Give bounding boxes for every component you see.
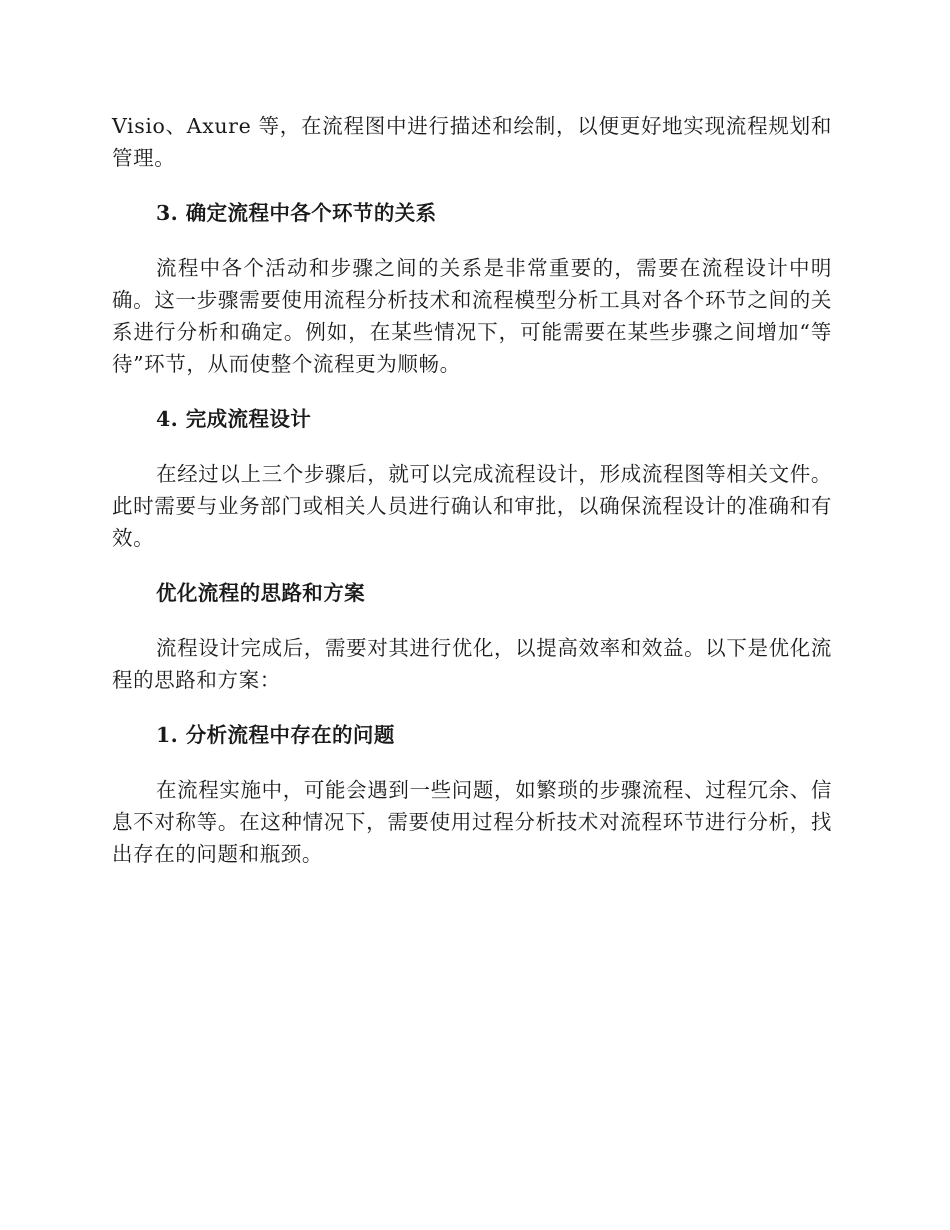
paragraph-visio-axure: Visio、Axure 等，在流程图中进行描述和绘制，以便更好地实现流程规划和管理。	[112, 114, 832, 170]
heading-step-3: 3. 确定流程中各个环节的关系	[156, 201, 437, 225]
paragraph-optimization-intro: 流程设计完成后，需要对其进行优化，以提高效率和效益。以下是优化流程的思路和方案：	[112, 636, 832, 692]
heading-optimization: 优化流程的思路和方案	[156, 581, 365, 605]
document-page	[112, 110, 832, 870]
paragraph-complete-design: 在经过以上三个步骤后，就可以完成流程设计，形成流程图等相关文件。此时需要与业务部门或相关人员进行确认和审批，以确保流程设计的准确和有效。	[112, 462, 832, 550]
paragraph-analyze-problems: 在流程实施中，可能会遇到一些问题，如繁琐的步骤流程、过程冗余、信息不对称等。在这种情况下，需要使用过程分析技术对流程环节进行分析，找出存在的问题和瓶颈。	[112, 778, 832, 866]
paragraph-relationships: 流程中各个活动和步骤之间的关系是非常重要的，需要在流程设计中明确。这一步骤需要使用流程分析技术和流程模型分析工具对各个环节之间的关系进行分析和确定。例如，在某些情况下，可能需要在某些步骤之间增加“等待”环节，从而使整个流程更为顺畅。	[112, 256, 832, 376]
heading-analyze-problems: 1. 分析流程中存在的问题	[156, 723, 395, 747]
heading-step-4: 4. 完成流程设计	[156, 407, 312, 431]
